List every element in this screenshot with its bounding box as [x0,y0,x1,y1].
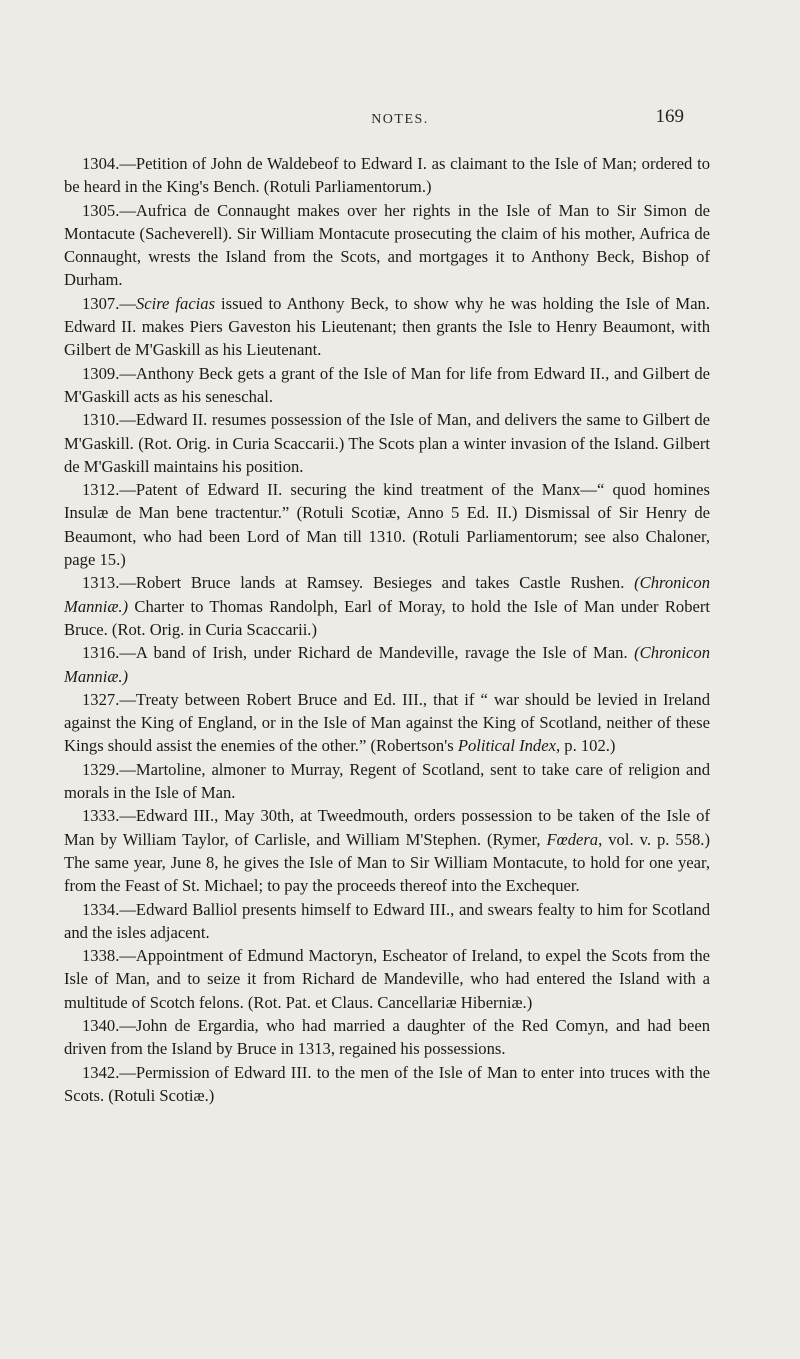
entry-text: Charter to Thomas Randolph, Earl of Moray, to hold the Isle of Man under Robert Bruce. (Rot. Orig. in Curia Scaccarii.) [64,596,710,639]
page-number: 169 [655,106,684,127]
entry-1313 [64,571,710,641]
entry-text: 1307.— [82,293,136,313]
entry-text: , vol. v. p. 558.) The same year, June 8, he gives the Isle of Man to Sir William Montacute, to hold for one year, from the Feast of St. Michael; to pay the proceeds thereof into the Exchequer. [64,829,710,896]
entry-1338 [64,944,710,1014]
entry-italic: Fœdera [546,829,599,849]
entry-1310 [64,408,710,478]
entry-text: 1342.—Permission of Edward III. to the men of the Isle of Man to enter into truces with the Scots. (Rotuli Scotiæ.) [64,1062,710,1105]
entry-italic: (Chronicon Manniæ.) [64,573,710,616]
entry-text: 1316.—A band of Irish, under Richard de Mandeville, ravage the Isle of Man. [82,643,635,663]
entry-1309 [64,362,710,409]
entry-text: 1329.—Martoline, almoner to Murray, Regent of Scotland, sent to take care of religion and morals in the Isle of Man. [64,759,710,803]
entry-text: 1310.—Edward II. resumes possession of the Isle of Man, and delivers the same to Gilbert de M'Gaskill. (Rot. Orig. in Curia Scaccarii.) The Scots plan a winter invasion of the Island. Gilbert de M'Gaskill maintains his position. [64,410,710,476]
entry-text: 1309.—Anthony Beck gets a grant of the Isle of Man for life from Edward II., and Gilbert de M'Gaskill acts as his seneschal. [64,363,710,406]
entry-1329 [64,758,710,805]
entry-italic: Scire facias [135,293,216,313]
entry-text: issued to Anthony Beck, to show why he was holding the Isle of Man. Edward II. makes Piers Gaveston his Lieutenant; then grants the Isle to Henry Beaumont, with Gilbert de M'Gaskill as his Lieutenant. [64,293,711,360]
entry-1334 [64,898,710,945]
notes-body [64,152,710,1107]
entry-text: 1304.—Petition of John de Waldebeof to Edward I. as claimant to the Isle of Man; ordered to be heard in the King's Bench. (Rotuli Parliamentorum.) [64,154,710,197]
entry-1312 [64,478,710,571]
entry-text: 1327.—Treaty between Robert Bruce and Ed. III., that if “ war should be levied in Ireland against the King of England, or in the Isle of Man against the King of Scotland, neither of these Kings should assist the enemies of the other.” (Robertson's [64,689,710,756]
entry-italic: Political Index [457,736,556,756]
entry-italic: (Chronicon Manniæ.) [64,643,710,686]
entry-1342 [64,1061,710,1108]
entry-1304 [64,152,710,199]
entry-1305 [64,199,710,292]
entry-1316 [64,641,710,688]
entry-text: 1338.—Appointment of Edmund Mactoryn, Escheator of Ireland, to expel the Scots from the Isle of Man, and to seize it from Richard de Mandeville, who had entered the Island with a multitude of Scotch felons. (Rot. Pat. et Claus. Cancellariæ Hiberniæ.) [64,946,710,1012]
entry-text: 1340.—John de Ergardia, who had married a daughter of the Red Comyn, and had been driven from the Island by Bruce in 1313, regained his possessions. [64,1015,710,1059]
entry-text: , p. 102.) [555,736,616,756]
entry-text: 1305.—Aufrica de Connaught makes over her rights in the Isle of Man to Sir Simon de Montacute (Sacheverell). Sir William Montacute prosecuting the claim of his mother, Aufrica de Connaught, wrests the Island from the Scots, and mortgages it to Anthony Beck, Bishop of Durham. [64,200,710,290]
entry-1333 [64,804,710,897]
entry-text: 1334.—Edward Balliol presents himself to Edward III., and swears fealty to him for Scotland and the isles adjacent. [64,899,710,942]
entry-text: 1313.—Robert Bruce lands at Ramsey. Besieges and takes Castle Rushen. [82,573,635,593]
entry-text: 1312.—Patent of Edward II. securing the kind treatment of the Manx—“ quod homines Insulæ de Man bene tractentur.” (Rotuli Scotiæ, Anno 5 Ed. II.) Dismissal of Sir Henry de Beaumont, who had been Lord of Man till 1310. (Rotuli Parliamentorum; see also Chaloner, page 15.) [64,480,710,570]
entry-text: 1333.—Edward III., May 30th, at Tweedmouth, orders possession to be taken of the Isle of Man by William Taylor, of Carlisle, and William M'Stephen. (Rymer, [64,806,710,849]
entry-1307 [64,292,710,362]
running-head: NOTES. [371,112,429,127]
entry-1327 [64,688,710,758]
entry-1340 [64,1014,710,1061]
